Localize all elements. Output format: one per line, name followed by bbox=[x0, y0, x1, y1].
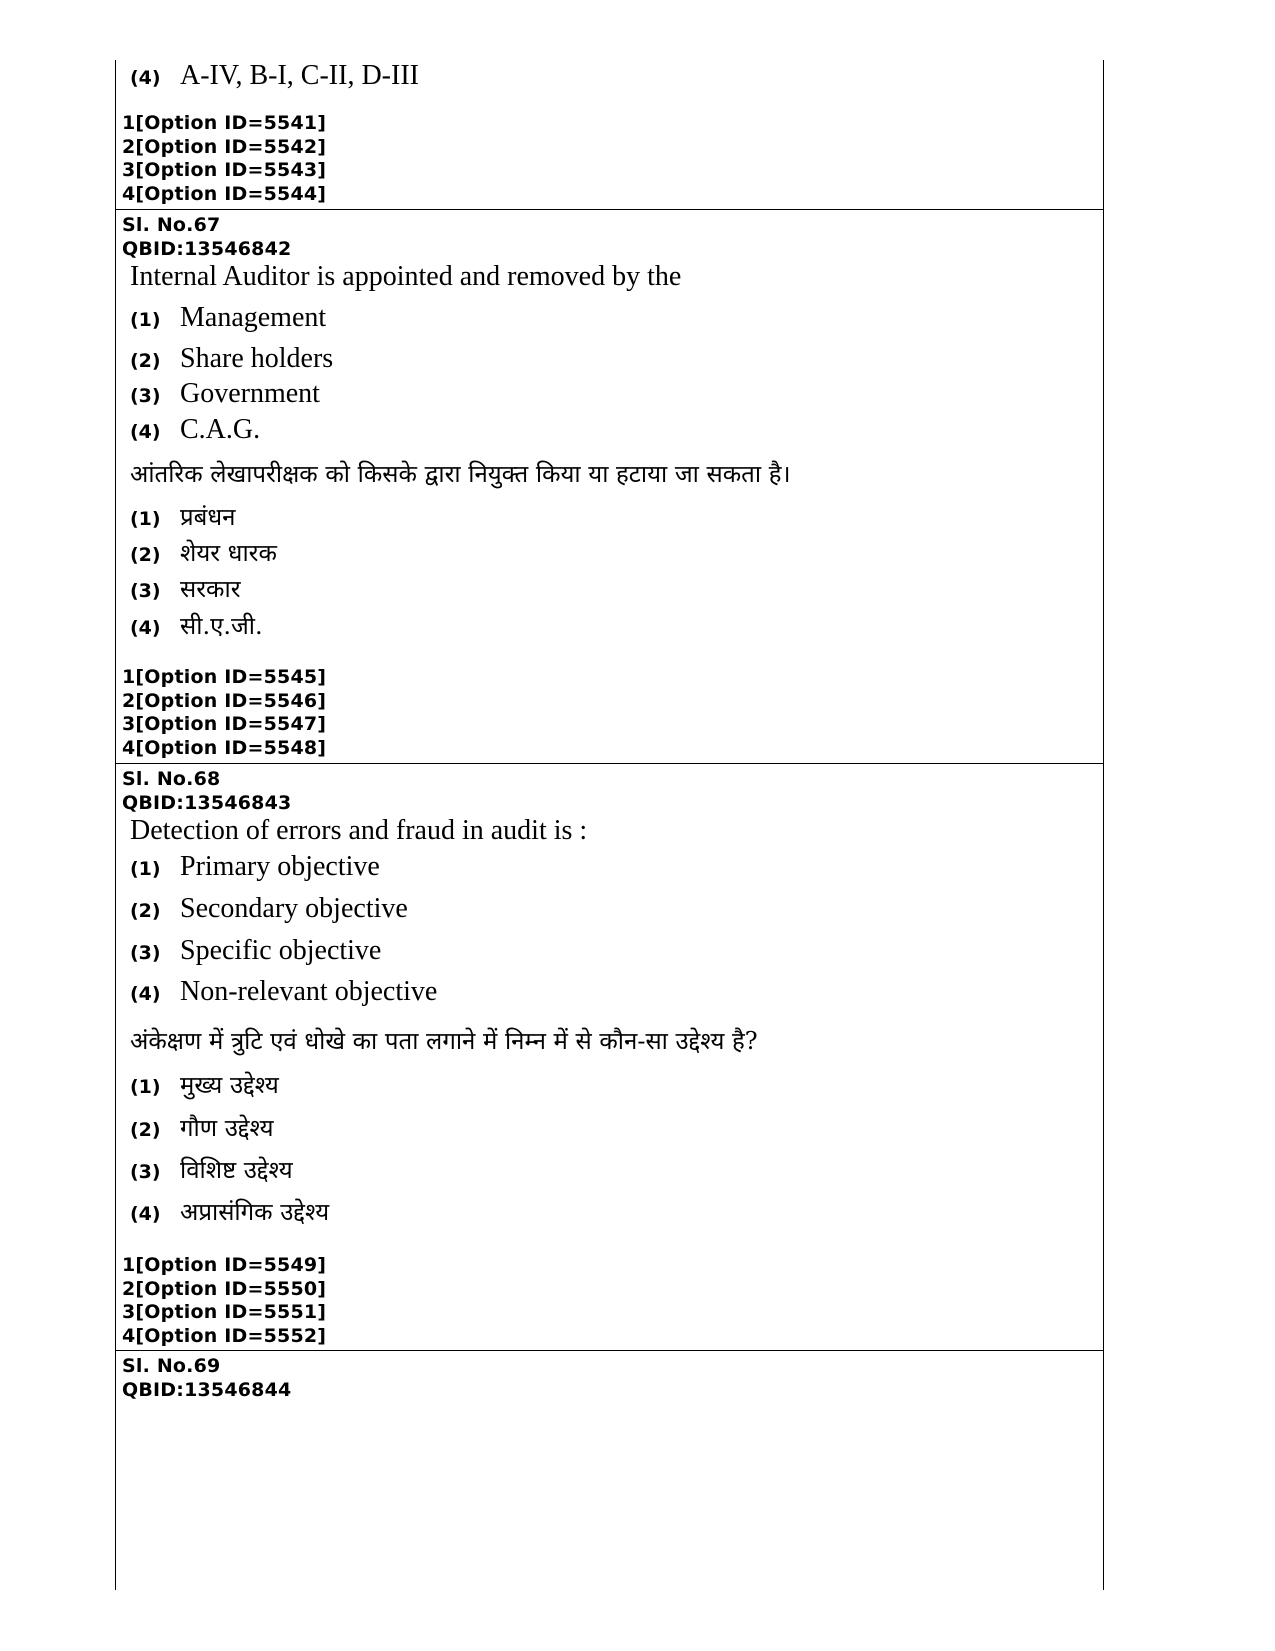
serial-number: Sl. No.68 bbox=[122, 768, 221, 790]
option-text: शेयर धारक bbox=[180, 539, 277, 567]
q67-question-en: Internal Auditor is appointed and removed by the bbox=[130, 261, 682, 292]
q68-question-hi: अंकेक्षण में त्रुटि एवं धोखे का पता लगाने में निम्न में से कौन-सा उद्देश्य है? bbox=[130, 1027, 758, 1055]
option-number: (2) bbox=[130, 1119, 161, 1141]
divider bbox=[116, 763, 1103, 764]
q67-option-ids bbox=[122, 666, 326, 760]
serial-number: Sl. No.67 bbox=[122, 214, 221, 236]
q67-option-hi-2 bbox=[130, 536, 277, 569]
option-text: A-IV, B-I, C-II, D-III bbox=[180, 60, 419, 91]
option-id: 2[Option ID=5542] bbox=[122, 135, 327, 158]
option-text: Non-relevant objective bbox=[180, 976, 438, 1007]
option-number: (2) bbox=[130, 544, 161, 566]
option-number: (4) bbox=[130, 617, 161, 639]
q68-question-en: Detection of errors and fraud in audit is : bbox=[130, 815, 588, 846]
divider bbox=[116, 1350, 1103, 1351]
option-number: (1) bbox=[130, 508, 161, 530]
q67-header bbox=[122, 214, 291, 261]
option-number: (3) bbox=[130, 942, 161, 964]
option-id: 3[Option ID=5551] bbox=[122, 1301, 327, 1323]
option-number: (3) bbox=[130, 1161, 161, 1183]
q67-option-hi-3 bbox=[130, 572, 241, 605]
option-id: 1[Option ID=5545] bbox=[122, 666, 327, 688]
q68-header bbox=[122, 768, 291, 815]
q67-option-hi-1 bbox=[130, 500, 235, 533]
q69-header bbox=[122, 1355, 291, 1402]
qbid: QBID:13546842 bbox=[122, 237, 292, 260]
option-text: विशिष्ट उद्देश्य bbox=[180, 1156, 293, 1184]
option-id: 4[Option ID=5548] bbox=[122, 736, 327, 759]
option-text: Secondary objective bbox=[180, 893, 408, 924]
option-id: 4[Option ID=5544] bbox=[122, 182, 327, 205]
qbid: QBID:13546844 bbox=[122, 1378, 292, 1401]
q68-option-en-2 bbox=[130, 893, 408, 925]
option-text: Specific objective bbox=[180, 935, 382, 966]
option-number: (4) bbox=[130, 1203, 161, 1225]
option-id: 2[Option ID=5550] bbox=[122, 1277, 327, 1300]
option-id: 4[Option ID=5552] bbox=[122, 1324, 327, 1347]
q67-question-hi: आंतरिक लेखापरीक्षक को किसके द्वारा नियुक्त किया या हटाया जा सकता है। bbox=[130, 460, 791, 488]
q67-option-en-3 bbox=[130, 378, 320, 410]
q66-option-4 bbox=[130, 60, 419, 92]
option-text: Management bbox=[180, 302, 327, 333]
q68-option-hi-1 bbox=[130, 1068, 279, 1101]
q68-option-en-4 bbox=[130, 976, 437, 1008]
divider bbox=[116, 209, 1103, 210]
question-paper-frame bbox=[115, 60, 1104, 1590]
q68-option-ids bbox=[122, 1254, 326, 1348]
option-text: Primary objective bbox=[180, 851, 380, 882]
option-number: (3) bbox=[130, 385, 161, 407]
q68-option-hi-2 bbox=[130, 1111, 274, 1144]
option-id: 3[Option ID=5547] bbox=[122, 713, 327, 735]
option-number: (4) bbox=[130, 67, 161, 89]
option-id: 1[Option ID=5541] bbox=[122, 112, 327, 134]
option-id: 3[Option ID=5543] bbox=[122, 159, 327, 181]
option-number: (1) bbox=[130, 1076, 161, 1098]
option-number: (2) bbox=[130, 900, 161, 922]
option-id: 2[Option ID=5546] bbox=[122, 689, 327, 712]
option-number: (4) bbox=[130, 421, 161, 443]
option-number: (1) bbox=[130, 309, 161, 331]
option-text: Government bbox=[180, 378, 320, 409]
option-number: (2) bbox=[130, 350, 161, 372]
q68-option-en-3 bbox=[130, 935, 381, 967]
option-text: सी.ए.जी. bbox=[180, 612, 263, 640]
option-text: Share holders bbox=[180, 343, 334, 374]
option-text: सरकार bbox=[180, 575, 241, 603]
option-text: गौण उद्देश्य bbox=[180, 1114, 274, 1142]
q68-option-hi-3 bbox=[130, 1153, 293, 1186]
q66-option-ids bbox=[122, 112, 326, 206]
q67-option-en-4 bbox=[130, 414, 260, 446]
option-text: अप्रासंगिक उद्देश्य bbox=[180, 1198, 330, 1226]
option-text: प्रबंधन bbox=[180, 503, 236, 531]
q68-option-en-1 bbox=[130, 851, 380, 883]
q67-option-en-2 bbox=[130, 343, 333, 375]
q67-option-hi-4 bbox=[130, 609, 263, 642]
q68-option-hi-4 bbox=[130, 1195, 329, 1228]
option-text: C.A.G. bbox=[180, 414, 261, 445]
option-text: मुख्य उद्देश्य bbox=[180, 1071, 279, 1099]
option-number: (1) bbox=[130, 858, 161, 880]
option-number: (4) bbox=[130, 983, 161, 1005]
option-id: 1[Option ID=5549] bbox=[122, 1254, 327, 1276]
option-number: (3) bbox=[130, 580, 161, 602]
qbid: QBID:13546843 bbox=[122, 791, 292, 814]
q67-option-en-1 bbox=[130, 302, 326, 334]
serial-number: Sl. No.69 bbox=[122, 1355, 221, 1377]
